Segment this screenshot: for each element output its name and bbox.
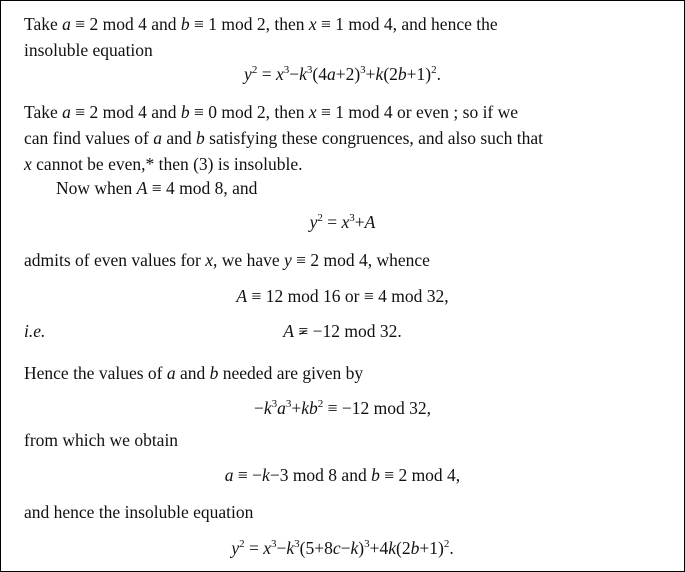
paragraph-7: and hence the insoluble equation bbox=[24, 502, 254, 522]
paragraph-5: Hence the values of a and b needed are given by bbox=[24, 363, 364, 383]
equation-1: $y^2 = x^3-k^3(4a+2)^3+k(2b+1)^2$. bbox=[244, 64, 441, 84]
paragraph-1-line-1: Take a ≡ 2 mod 4 and b ≡ 1 mod 2, then x ≡ 1 mod 4, and hence the bbox=[24, 14, 498, 34]
paragraph-6: from which we obtain bbox=[24, 430, 179, 450]
paragraph-4: admits of even values for x, we have y ≡ 2 mod 4, whence bbox=[24, 250, 430, 270]
equation-7: $y^2 = x^3-k^3(5+8c-k)^3+4k(2b+1)^2$. bbox=[231, 538, 454, 558]
ie-label: i.e. bbox=[24, 321, 46, 341]
equation-4: A ≡ −12 mod 32. bbox=[283, 321, 402, 341]
equation-2: $y^2 = x^3+A$ bbox=[309, 212, 376, 232]
paragraph-1-line-2: insoluble equation bbox=[24, 40, 153, 60]
paragraph-2-line-2: can find values of a and b satisfying these congruences, and also such that bbox=[24, 128, 544, 148]
not-congruent-symbol: ≡ bbox=[298, 321, 309, 341]
paragraph-3: Now when A ≡ 4 mod 8, and bbox=[56, 178, 258, 198]
paragraph-2-line-3: x cannot be even,* then (3) is insoluble. bbox=[24, 154, 303, 174]
paragraph-2-line-1: Take a ≡ 2 mod 4 and b ≡ 0 mod 2, then x ≡ 1 mod 4 or even ; so if we bbox=[24, 102, 519, 122]
equation-6: a ≡ −k−3 mod 8 and b ≡ 2 mod 4, bbox=[224, 465, 461, 485]
equation-3: A ≡ 12 mod 16 or ≡ 4 mod 32, bbox=[236, 286, 449, 306]
equation-5: $-k^3a^3+kb^2 \equiv -12$ mod 32, bbox=[253, 398, 432, 418]
